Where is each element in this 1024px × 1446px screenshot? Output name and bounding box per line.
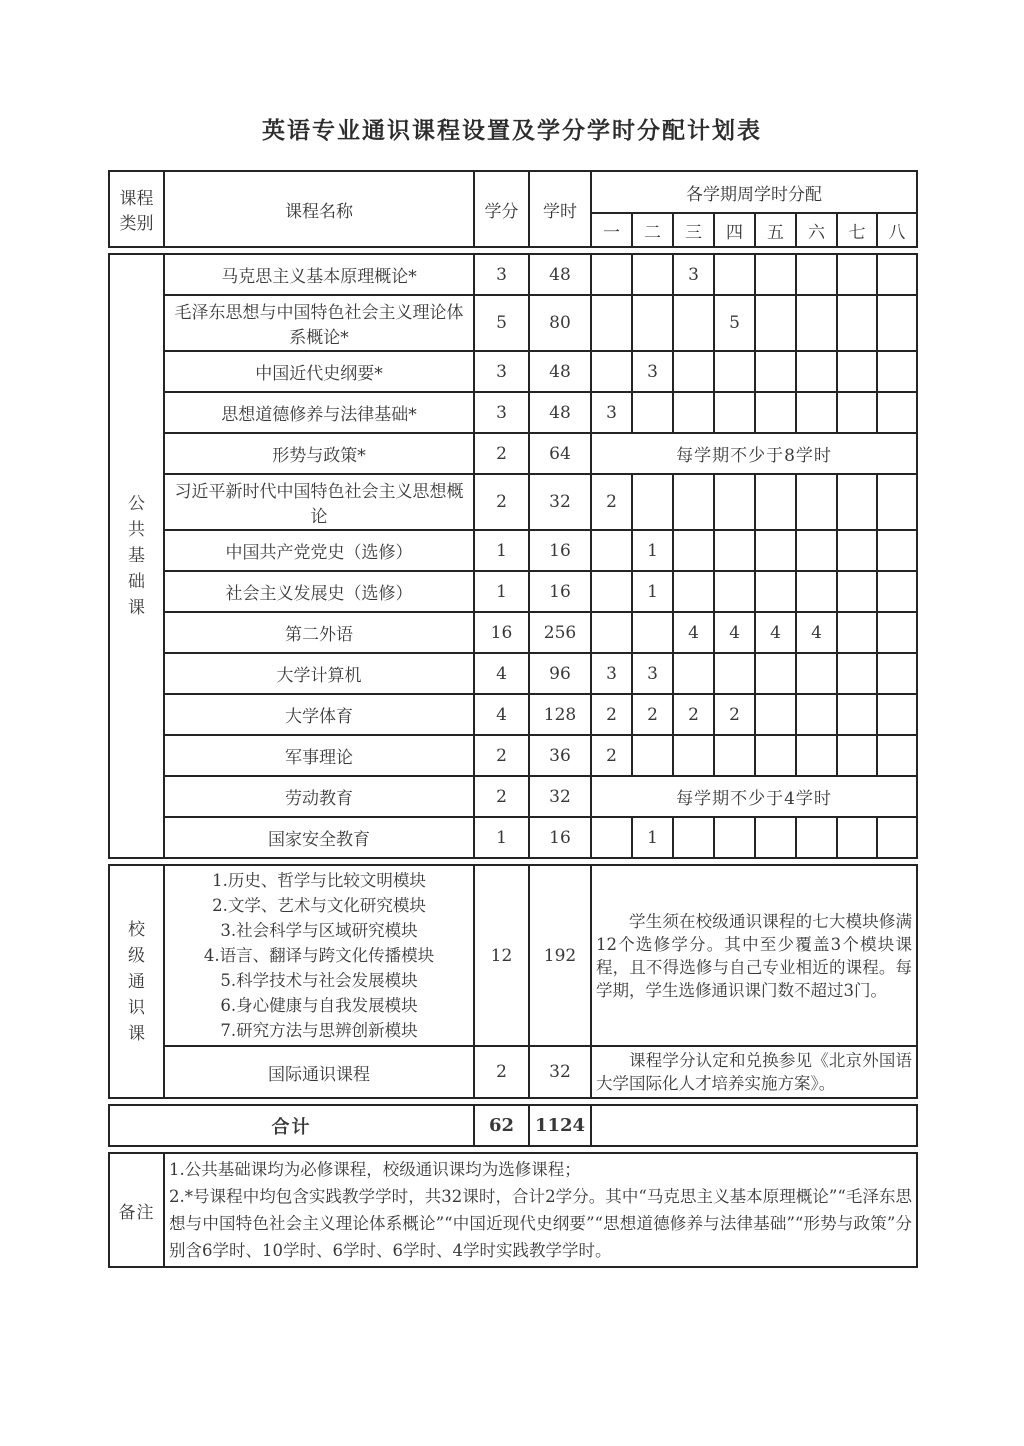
semester-hours-cell	[591, 530, 632, 571]
semester-hours-cell	[796, 571, 837, 612]
course-name-cell: 毛泽东思想与中国特色社会主义理论体系概论*	[164, 295, 474, 351]
course-row	[109, 612, 917, 653]
header-course-name: 课程名称	[164, 171, 474, 247]
semester-hours-cell	[877, 530, 917, 571]
total-empty-cell	[591, 1105, 917, 1146]
semester-hours-cell	[796, 295, 837, 351]
semester-hours-cell	[796, 735, 837, 776]
semester-hours-cell	[714, 351, 755, 392]
header-row-top	[109, 171, 917, 213]
credits-cell: 5	[474, 295, 529, 351]
header-category: 课程类别	[109, 171, 164, 247]
semester-hours-cell: 3	[591, 392, 632, 433]
header-semester-2: 二	[632, 213, 673, 247]
hours-cell: 128	[529, 694, 591, 735]
credits-cell: 1	[474, 817, 529, 858]
course-name-cell: 马克思主义基本原理概论*	[164, 254, 474, 295]
semester-hours-cell	[714, 254, 755, 295]
semester-hours-cell: 4	[673, 612, 714, 653]
course-name-cell: 大学计算机	[164, 653, 474, 694]
course-row	[109, 351, 917, 392]
credits-cell: 3	[474, 392, 529, 433]
semester-hours-cell: 2	[632, 694, 673, 735]
semester-hours-cell	[877, 392, 917, 433]
credits-cell: 2	[474, 474, 529, 530]
semester-hours-cell	[837, 735, 877, 776]
semester-hours-cell	[755, 571, 796, 612]
semester-hours-cell: 2	[591, 474, 632, 530]
semester-hours-cell	[837, 571, 877, 612]
semester-hours-cell	[877, 612, 917, 653]
semester-hours-cell	[837, 295, 877, 351]
credits-cell: 2	[474, 433, 529, 474]
section-public-basic-courses	[108, 253, 918, 859]
semester-hours-cell	[591, 351, 632, 392]
semester-hours-cell	[837, 653, 877, 694]
semester-hours-cell	[714, 653, 755, 694]
semester-hours-cell	[755, 474, 796, 530]
hours-cell: 32	[529, 776, 591, 817]
header-semester-3: 三	[673, 213, 714, 247]
semester-hours-cell	[632, 474, 673, 530]
hours-cell: 192	[529, 865, 591, 1046]
total-row	[109, 1105, 917, 1146]
remarks-body	[164, 1153, 917, 1267]
semester-hours-cell	[796, 694, 837, 735]
hours-cell: 32	[529, 474, 591, 530]
semester-hours-cell	[755, 735, 796, 776]
header-semester-1: 一	[591, 213, 632, 247]
semester-hours-cell	[796, 351, 837, 392]
course-name-cell: 军事理论	[164, 735, 474, 776]
semester-hours-cell	[837, 392, 877, 433]
course-row	[109, 295, 917, 351]
semester-hours-cell	[837, 694, 877, 735]
hours-cell: 16	[529, 571, 591, 612]
remark-line-1: 1.公共基础课均为必修课程，校级通识课均为选修课程；	[169, 1160, 581, 1179]
total-label: 合计	[109, 1105, 474, 1146]
course-row	[109, 735, 917, 776]
semester-hours-cell: 1	[632, 817, 673, 858]
header-credits: 学分	[474, 171, 529, 247]
semester-hours-cell: 2	[714, 694, 755, 735]
header-semester-5: 五	[755, 213, 796, 247]
semester-hours-cell	[714, 817, 755, 858]
course-name-cell: 劳动教育	[164, 776, 474, 817]
total-credits: 62	[474, 1105, 529, 1146]
course-name-cell: 国际通识课程	[164, 1046, 474, 1098]
header-semester-7: 七	[837, 213, 877, 247]
semester-hours-cell	[877, 295, 917, 351]
semester-hours-cell	[714, 530, 755, 571]
semester-hours-cell	[591, 612, 632, 653]
remarks-row	[109, 1153, 917, 1267]
semester-hours-cell	[877, 571, 917, 612]
course-row	[109, 817, 917, 858]
hours-cell: 256	[529, 612, 591, 653]
semester-hours-cell	[877, 254, 917, 295]
section-university-general-courses	[108, 864, 918, 1099]
semester-hours-cell	[714, 735, 755, 776]
hours-cell: 96	[529, 653, 591, 694]
semester-hours-cell	[755, 254, 796, 295]
semester-hours-cell: 1	[632, 571, 673, 612]
credits-cell: 2	[474, 1046, 529, 1098]
semester-hours-cell	[755, 653, 796, 694]
course-name-cell: 形势与政策*	[164, 433, 474, 474]
course-row	[109, 571, 917, 612]
credits-cell: 12	[474, 865, 529, 1046]
credits-cell: 1	[474, 571, 529, 612]
header-hours: 学时	[529, 171, 591, 247]
semester-hours-cell	[755, 295, 796, 351]
semester-hours-cell	[755, 530, 796, 571]
semester-hours-cell	[673, 295, 714, 351]
hours-cell: 80	[529, 295, 591, 351]
semester-hours-cell	[877, 351, 917, 392]
semester-hours-cell	[837, 351, 877, 392]
semester-hours-cell: 2	[591, 694, 632, 735]
course-name-cell: 中国共产党党史（选修）	[164, 530, 474, 571]
semester-hours-cell: 4	[755, 612, 796, 653]
course-row	[109, 530, 917, 571]
hours-cell: 32	[529, 1046, 591, 1098]
semester-hours-cell: 4	[796, 612, 837, 653]
semester-hours-cell: 2	[591, 735, 632, 776]
semester-hours-cell	[632, 735, 673, 776]
course-row	[109, 254, 917, 295]
semester-hours-cell	[714, 571, 755, 612]
header-semester-group: 各学期周学时分配	[591, 171, 917, 213]
credits-cell: 4	[474, 653, 529, 694]
category-label: 校 级 通 识 课	[109, 865, 164, 1098]
total-hours: 1124	[529, 1105, 591, 1146]
semester-hours-cell: 3	[591, 653, 632, 694]
semester-hours-cell	[755, 351, 796, 392]
page-title: 英语专业通识课程设置及学分学时分配计划表	[262, 118, 762, 144]
credits-cell: 4	[474, 694, 529, 735]
course-name-cell: 1.历史、哲学与比较文明模块 2.文学、艺术与文化研究模块 3.社会科学与区域研究模块 4.语言、翻译与跨文化传播模块 5.科学技术与社会发展模块 6.身心健康与自我发展模块 7.研究方法与思辨创新模块	[164, 865, 474, 1046]
remarks-label: 备注	[109, 1153, 164, 1267]
semester-hours-cell	[877, 653, 917, 694]
semester-hours-cell	[673, 735, 714, 776]
course-name-cell: 第二外语	[164, 612, 474, 653]
credits-cell: 16	[474, 612, 529, 653]
semester-hours-cell	[877, 474, 917, 530]
credits-cell: 3	[474, 351, 529, 392]
hours-cell: 16	[529, 817, 591, 858]
per-semester-note-cell: 每学期不少于8学时	[591, 433, 917, 474]
course-row	[109, 694, 917, 735]
semester-hours-cell	[591, 295, 632, 351]
semester-hours-cell	[632, 392, 673, 433]
semester-hours-cell	[673, 653, 714, 694]
semester-hours-cell	[673, 392, 714, 433]
course-name-cell: 国家安全教育	[164, 817, 474, 858]
semester-hours-cell	[632, 254, 673, 295]
semester-hours-cell	[714, 392, 755, 433]
semester-hours-cell	[755, 392, 796, 433]
semester-hours-cell	[714, 474, 755, 530]
semester-hours-cell	[796, 254, 837, 295]
course-row	[109, 653, 917, 694]
course-name-cell: 习近平新时代中国特色社会主义思想概论	[164, 474, 474, 530]
credits-cell: 3	[474, 254, 529, 295]
credits-cell: 1	[474, 530, 529, 571]
total-table	[108, 1104, 918, 1147]
semester-hours-cell	[591, 254, 632, 295]
hours-cell: 64	[529, 433, 591, 474]
remark-line-2: 2.*号课程中均包含实践教学学时，共32课时，合计2学分。其中“马克思主义基本原理概论”“毛泽东思想与中国特色社会主义理论体系概论”“中国近现代史纲要”“思想道德修养与法律基础”“形势与政策”分别含6学时、10学时、6学时、6学时、4学时实践教学学时。	[169, 1187, 912, 1260]
semester-hours-cell: 3	[673, 254, 714, 295]
semester-hours-cell	[877, 817, 917, 858]
semester-hours-cell	[673, 530, 714, 571]
semester-hours-cell	[837, 612, 877, 653]
semester-hours-cell	[755, 817, 796, 858]
credits-cell: 2	[474, 776, 529, 817]
semester-hours-cell	[837, 530, 877, 571]
semester-hours-cell	[632, 612, 673, 653]
course-name-cell: 中国近代史纲要*	[164, 351, 474, 392]
course-note-cell: 学生须在校级通识课程的七大模块修满12个选修学分。其中至少覆盖3个模块课程，且不得选修与自己专业相近的课程。每学期，学生选修通识课门数不超过3门。	[591, 865, 917, 1046]
header-semester-8: 八	[877, 213, 917, 247]
semester-hours-cell: 3	[632, 653, 673, 694]
course-row	[109, 1046, 917, 1098]
hours-cell: 36	[529, 735, 591, 776]
semester-hours-cell	[755, 694, 796, 735]
semester-hours-cell: 1	[632, 530, 673, 571]
semester-hours-cell	[673, 351, 714, 392]
semester-hours-cell	[673, 571, 714, 612]
course-name-cell: 大学体育	[164, 694, 474, 735]
semester-hours-cell	[796, 817, 837, 858]
course-row	[109, 474, 917, 530]
semester-hours-cell	[796, 530, 837, 571]
header-semester-4: 四	[714, 213, 755, 247]
semester-hours-cell: 3	[632, 351, 673, 392]
credits-cell: 2	[474, 735, 529, 776]
header-semester-6: 六	[796, 213, 837, 247]
semester-hours-cell: 4	[714, 612, 755, 653]
semester-hours-cell	[837, 254, 877, 295]
course-row	[109, 865, 917, 1046]
semester-hours-cell	[796, 392, 837, 433]
semester-hours-cell: 2	[673, 694, 714, 735]
category-label: 公 共 基 础 课	[109, 254, 164, 858]
semester-hours-cell	[796, 653, 837, 694]
course-note-cell: 课程学分认定和兑换参见《北京外国语大学国际化人才培养实施方案》。	[591, 1046, 917, 1098]
course-name-cell: 思想道德修养与法律基础*	[164, 392, 474, 433]
semester-hours-cell	[877, 735, 917, 776]
semester-hours-cell	[837, 817, 877, 858]
per-semester-note-cell: 每学期不少于4学时	[591, 776, 917, 817]
hours-cell: 48	[529, 351, 591, 392]
course-row	[109, 776, 917, 817]
semester-hours-cell	[591, 817, 632, 858]
semester-hours-cell	[877, 694, 917, 735]
remarks-table	[108, 1152, 918, 1268]
semester-hours-cell	[591, 571, 632, 612]
table-header	[108, 170, 918, 248]
course-row	[109, 433, 917, 474]
semester-hours-cell	[673, 817, 714, 858]
hours-cell: 48	[529, 254, 591, 295]
semester-hours-cell	[796, 474, 837, 530]
semester-hours-cell	[837, 474, 877, 530]
course-row	[109, 392, 917, 433]
hours-cell: 16	[529, 530, 591, 571]
semester-hours-cell	[673, 474, 714, 530]
course-name-cell: 社会主义发展史（选修）	[164, 571, 474, 612]
semester-hours-cell: 5	[714, 295, 755, 351]
hours-cell: 48	[529, 392, 591, 433]
semester-hours-cell	[632, 295, 673, 351]
